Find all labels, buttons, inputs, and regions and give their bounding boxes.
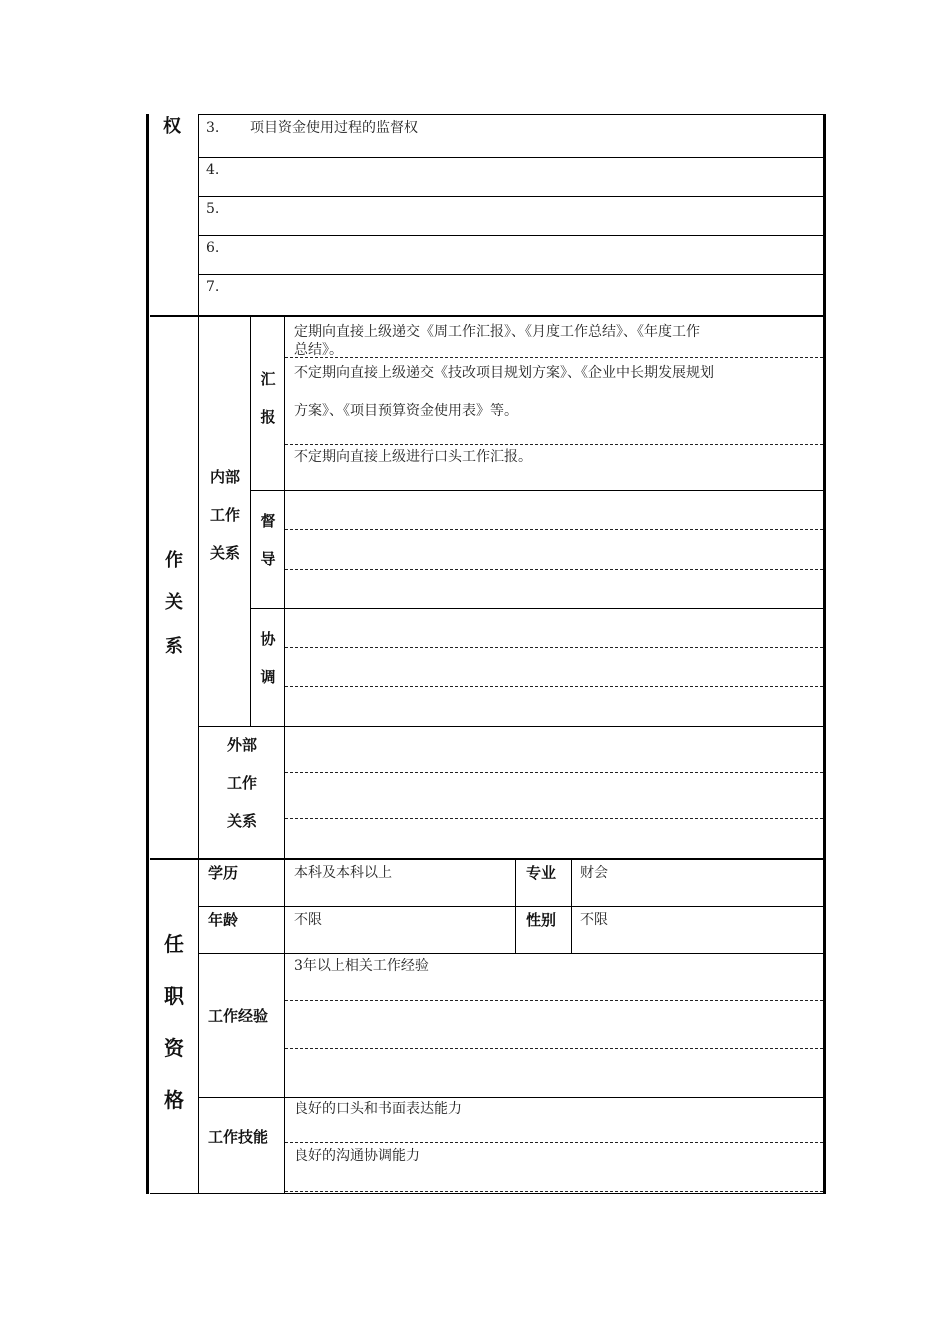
relations-label-char: 系 <box>165 636 183 657</box>
relations-label <box>152 546 196 658</box>
row-line <box>198 953 824 954</box>
table-top-border <box>198 114 824 115</box>
row-line <box>198 906 824 907</box>
table-right-border <box>823 114 826 1194</box>
report-item: 方案》、《项目预算资金使用表》等。 <box>294 403 518 419</box>
supervise-label-char: 督 <box>260 512 276 530</box>
row-line <box>250 490 824 491</box>
rights-item-text: 项目资金使用过程的监督权 <box>250 120 418 136</box>
rights-item-num: 5. <box>206 201 220 217</box>
coordinate-label <box>252 628 284 687</box>
gender-value: 不限 <box>580 912 608 928</box>
row-line <box>198 235 824 236</box>
qual-label-char: 格 <box>164 1088 184 1112</box>
skills-item: 良好的沟通协调能力 <box>294 1148 420 1164</box>
internal-label-line: 工作 <box>209 506 240 524</box>
rights-label: 权 <box>163 116 181 137</box>
age-label: 年龄 <box>208 911 239 929</box>
education-value: 本科及本科以上 <box>294 865 392 881</box>
rights-column-divider <box>198 114 199 316</box>
dashed-line <box>285 647 823 648</box>
dashed-line <box>285 772 823 773</box>
rights-item-num: 3. <box>206 120 220 136</box>
dashed-line <box>285 1142 823 1143</box>
section-divider-rights <box>150 315 824 317</box>
dashed-line <box>285 357 823 358</box>
dashed-line <box>285 569 823 570</box>
qual-label-char: 职 <box>164 984 184 1008</box>
report-label-char: 报 <box>260 408 276 426</box>
row-line <box>198 157 824 158</box>
experience-label: 工作经验 <box>208 1007 269 1025</box>
report-label <box>252 368 284 427</box>
skills-item: 良好的口头和书面表达能力 <box>294 1101 462 1117</box>
report-item: 不定期向直接上级递交《技改项目规划方案》、《企业中长期发展规划 <box>294 365 714 381</box>
rights-item-num: 4. <box>206 162 220 178</box>
supervise-label-char: 导 <box>260 550 276 568</box>
table-left-border <box>146 114 149 1194</box>
row-line <box>198 726 824 727</box>
row-line <box>198 196 824 197</box>
major-label: 专业 <box>526 864 557 882</box>
dashed-line <box>285 818 823 819</box>
qual-label-char: 资 <box>164 1036 184 1060</box>
internal-label-line: 关系 <box>209 544 240 562</box>
rights-item-num: 7. <box>206 279 220 295</box>
row-line <box>198 274 824 275</box>
relations-label-char: 作 <box>165 550 183 571</box>
dashed-line <box>285 1191 823 1192</box>
relations-label-char: 关 <box>165 592 183 613</box>
report-label-char: 汇 <box>260 370 276 388</box>
major-value: 财会 <box>580 865 608 881</box>
education-label: 学历 <box>208 864 239 882</box>
relations-column-divider <box>198 316 199 858</box>
report-item: 不定期向直接上级进行口头工作汇报。 <box>294 449 532 465</box>
external-label-line: 外部 <box>226 736 257 754</box>
external-relations-label <box>216 734 268 831</box>
row-line <box>198 1097 824 1098</box>
report-item: 总结》。 <box>294 342 343 358</box>
report-item: 定期向直接上级递交《周工作汇报》、《月度工作总结》、《年度工作 <box>294 324 700 340</box>
dashed-line <box>285 686 823 687</box>
qual-label-divider <box>284 858 285 1194</box>
internal-label-line: 内部 <box>209 468 240 486</box>
coordinate-label-char: 调 <box>260 668 276 686</box>
coordinate-label-char: 协 <box>260 630 276 648</box>
qualifications-label <box>152 928 196 1113</box>
internal-relations-label <box>200 466 250 563</box>
gender-label: 性别 <box>526 911 557 929</box>
external-label-line: 工作 <box>226 774 257 792</box>
skills-label: 工作技能 <box>208 1128 269 1146</box>
dashed-line <box>285 529 823 530</box>
qual-label-char: 任 <box>164 932 184 956</box>
dashed-line <box>285 1000 823 1001</box>
age-value: 不限 <box>294 912 322 928</box>
dashed-line <box>285 1048 823 1049</box>
qual-column-divider <box>198 858 199 1194</box>
rights-item-num: 6. <box>206 240 220 256</box>
dashed-line <box>285 444 823 445</box>
table-bottom-border <box>150 1193 824 1194</box>
internal-label-divider <box>250 316 251 726</box>
row-line <box>250 608 824 609</box>
sublabel-divider <box>284 316 285 858</box>
section-divider-relations <box>150 858 824 860</box>
experience-item: 3年以上相关工作经验 <box>294 958 429 974</box>
supervise-label <box>252 510 284 569</box>
external-label-line: 关系 <box>226 812 257 830</box>
